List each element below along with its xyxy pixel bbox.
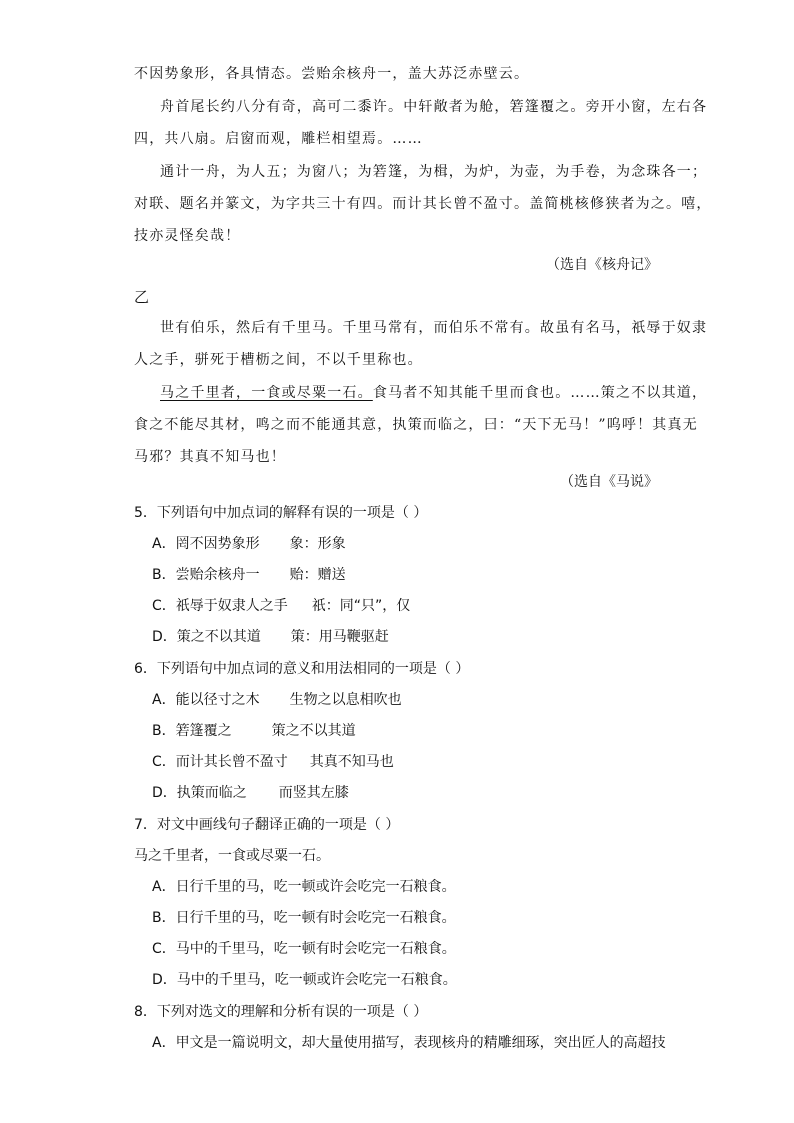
passage-jia-line-2: 舟首尾长约八分有奇，高可二黍许。中轩敞者为舱，箬篷覆之。旁开小窗，左右各 xyxy=(160,99,708,115)
passage-yi-label: 乙 xyxy=(134,288,150,306)
question-7-option-b[interactable]: B．日行千里的马，吃一顿有时会吃完一石粮食。 xyxy=(152,910,456,926)
passage-jia-line-1: 不因势象形，各具情态。尝贻余核舟一，盖大苏泛赤壁云。 xyxy=(134,66,530,82)
passage-jia-line-6: 技亦灵怪矣哉！ xyxy=(134,228,241,244)
question-6-option-b[interactable] xyxy=(152,721,356,741)
question-7-option-a[interactable]: A．日行千里的马，吃一顿或许会吃完一石粮食。 xyxy=(152,879,456,895)
underlined-sentence: 马之千里者，一食或尽粟一石。 xyxy=(160,385,373,401)
option-note: 贻：赠送 xyxy=(289,567,346,583)
passage-yi-line-3-rest: 食马者不知其能千里而食也。……策之不以其道， xyxy=(372,385,708,401)
option-text: D．策之不以其道 xyxy=(152,629,261,645)
option-text: B．箬篷覆之 xyxy=(152,723,232,739)
question-6-option-c[interactable] xyxy=(152,752,394,772)
option-note: 策之不以其道 xyxy=(271,723,356,739)
option-text: B．尝贻余核舟一 xyxy=(152,567,260,583)
option-note: 其真不知马也 xyxy=(309,754,394,770)
question-5-option-d[interactable] xyxy=(152,627,389,647)
option-text: A．能以径寸之木 xyxy=(152,692,260,708)
question-5-option-b[interactable] xyxy=(152,565,346,585)
option-text: A．罔不因势象形 xyxy=(152,536,260,552)
question-7-option-d[interactable]: D．马中的千里马，吃一顿或许会吃完一石粮食。 xyxy=(152,972,457,988)
question-6-option-d[interactable] xyxy=(152,783,349,803)
option-text: C．而计其长曾不盈寸 xyxy=(152,754,288,770)
question-7-stem: 7．对文中画线句子翻译正确的一项是（ ） xyxy=(134,817,400,833)
option-note: 祇：同“只”，仅 xyxy=(311,598,411,614)
passage-yi-line-5: 马邪？其真不知马也！ xyxy=(134,449,286,465)
question-6-option-a[interactable] xyxy=(152,690,402,710)
passage-jia-line-3: 四，共八扇。启窗而观，雕栏相望焉。…… xyxy=(134,131,423,147)
question-8-option-a[interactable]: A．甲文是一篇说明文，却大量使用描写，表现核舟的精雕细琢，突出匠人的高超技 xyxy=(152,1035,666,1051)
question-7-sentence: 马之千里者，一食或尽粟一石。 xyxy=(134,848,330,864)
question-7-option-c[interactable]: C．马中的千里马，吃一顿有时会吃完一石粮食。 xyxy=(152,941,456,957)
passage-yi-line-2: 人之手，骈死于槽枥之间，不以千里称也。 xyxy=(134,352,423,368)
question-5-stem: 5．下列语句中加点词的解释有误的一项是（ ） xyxy=(134,505,428,521)
passage-jia-line-4: 通计一舟，为人五；为窗八；为箬篷，为楫，为炉，为壶，为手卷，为念珠各一； xyxy=(160,164,708,180)
question-6-stem: 6．下列语句中加点词的意义和用法相同的一项是（ ） xyxy=(134,661,470,677)
question-5-option-a[interactable] xyxy=(152,534,346,554)
passage-jia-source: （选自《核舟记》 xyxy=(546,257,658,273)
passage-yi-source: （选自《马说》 xyxy=(560,474,658,490)
passage-yi-line-1: 世有伯乐，然后有千里马。千里马常有，而伯乐不常有。故虽有名马，祇辱于奴隶 xyxy=(160,320,708,336)
passage-yi-line-3 xyxy=(160,383,707,403)
option-note: 生物之以息相吹也 xyxy=(289,692,402,708)
question-8-stem: 8．下列对选文的理解和分析有误的一项是（ ） xyxy=(134,1004,428,1020)
question-5-option-c[interactable] xyxy=(152,596,410,616)
passage-jia-line-5: 对联、题名并篆文，为字共三十有四。而计其长曾不盈寸。盖简桃核修狭者为之。嘻， xyxy=(134,196,712,212)
option-text: C．祇辱于奴隶人之手 xyxy=(152,598,288,614)
option-note: 象：形象 xyxy=(289,536,346,552)
option-text: D．执策而临之 xyxy=(152,785,247,801)
option-note: 而竖其左膝 xyxy=(278,785,349,801)
passage-yi-line-4: 食之不能尽其材，鸣之而不能通其意，执策而临之，曰：“天下无马！”呜呼！其真无 xyxy=(134,417,698,433)
option-note: 策：用马鞭驱赶 xyxy=(290,629,389,645)
